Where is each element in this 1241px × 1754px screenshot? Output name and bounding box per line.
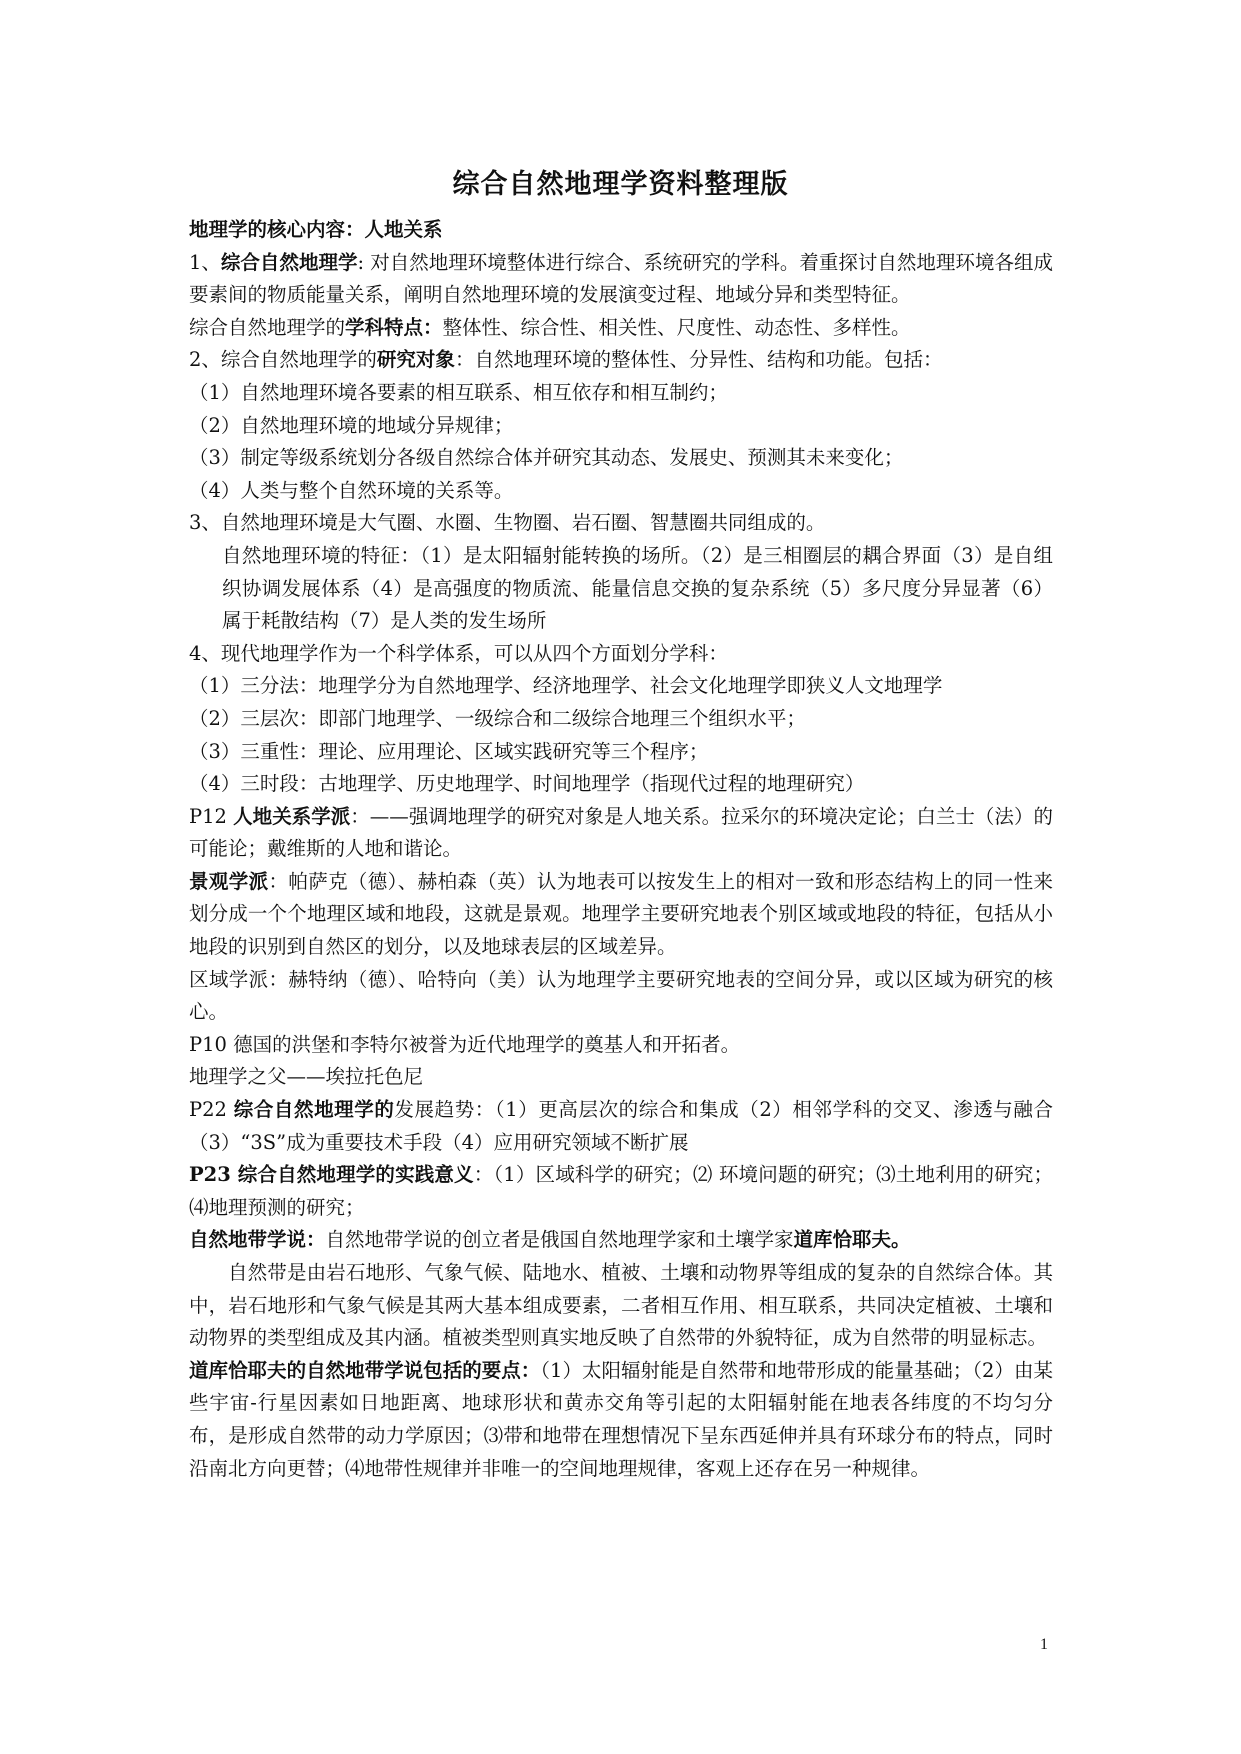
text: 发展趋势：（1）更高层次的综合和集成（2）相邻学科的交叉、渗透与融合（3）“3S”成为重要技术手段（4）应用研究领域不断扩展: [189, 1098, 1053, 1154]
text: 自然地带学说的创立者是俄国自然地理学家和土壤学家: [325, 1228, 794, 1252]
bold-text: 学科特点：: [345, 315, 443, 339]
list-item: （4）三时段：古地理学、历史地理学、时间地理学（指现代过程的地理研究）: [189, 772, 865, 796]
core-content-heading: [189, 214, 1053, 247]
bold-text: 人地关系学派: [233, 804, 351, 828]
document-body: [189, 214, 1053, 1485]
paragraph-landscape-school: [189, 866, 1053, 964]
paragraph-human-land-school: [189, 801, 1053, 866]
text: 整体性、综合性、相关性、尺度性、动态性、多样性。: [442, 315, 911, 339]
paragraph-father-of-geography: 地理学之父——埃拉托色尼: [189, 1065, 424, 1089]
list-item: （1）三分法：地理学分为自然地理学、经济地理学、社会文化地理学即狭义人文地理学: [189, 674, 943, 698]
list-item: （1）自然地理环境各要素的相互联系、相互依存和相互制约；: [189, 380, 728, 404]
paragraph-natural-zone: 自然带是由岩石地形、气象气候、陆地水、植被、土壤和动物界等组成的复杂的自然综合体。其中，岩石地形和气象气候是其两大基本组成要素，二者相互作用、相互联系，共同决定植被、土壤和动物界的类型组成及其内涵。植被类型则真实地反映了自然带的外貌特征，成为自然带的明显标志。: [189, 1261, 1053, 1350]
text: P12: [189, 804, 234, 828]
bold-text: 综合自然地理学的: [233, 1098, 395, 1122]
list-item: （2）三层次：即部门地理学、一级综合和二级综合地理三个组织水平；: [189, 706, 806, 730]
list-item: （3）三重性：理论、应用理论、区域实践研究等三个程序；: [189, 739, 709, 763]
bold-text: 景观学派: [189, 869, 269, 893]
paragraph-environment-features: 自然地理环境的特征：（1）是太阳辐射能转换的场所。（2）是三相圈层的耦合界面（3）是自组织协调发展体系（4）是高强度的物质流、能量信息交换的复杂系统（5）多尺度分异显著（6）属于耗散结构（7）是人类的发生场所: [222, 543, 1053, 633]
bold-text: 道库恰耶夫。: [793, 1228, 911, 1252]
paragraph-research-object: [189, 344, 1053, 377]
text: 1、: [189, 250, 221, 274]
text: 综合自然地理学的: [189, 315, 346, 339]
bold-text: 道库恰耶夫的自然地带学说包括的要点：: [189, 1358, 541, 1382]
list-item: （2）自然地理环境的地域分异规律；: [189, 413, 514, 437]
bold-text: 综合自然地理学: [220, 250, 358, 274]
text: P22: [189, 1098, 234, 1122]
document-title: 综合自然地理学资料整理版: [452, 169, 789, 200]
paragraph-zonality-theory: [189, 1224, 1053, 1257]
bold-text: 自然地带学说：: [189, 1228, 326, 1252]
bold-text: 研究对象: [376, 348, 455, 372]
paragraph-regional-school: 区域学派：赫特纳（德）、哈特向（美）认为地理学主要研究地表的空间分异，或以区域为研究的核心。: [189, 967, 1053, 1024]
page-number: 1: [1040, 1636, 1048, 1653]
text: ：（1）区域科学的研究；⑵ 环境问题的研究；⑶土地利用的研究；⑷地理预测的研究；: [189, 1163, 1053, 1219]
paragraph-practical-significance: [189, 1159, 1053, 1224]
paragraph-discipline-division: 4、现代地理学作为一个科学体系，可以从四个方面划分学科：: [189, 641, 728, 665]
paragraph-dokuchaev-points: [189, 1355, 1053, 1485]
bold-text: P23 综合自然地理学的实践意义: [189, 1163, 474, 1187]
paragraph-definition: [189, 247, 1053, 312]
paragraph-spheres: 3、自然地理环境是大气圈、水圈、生物圈、岩石圈、智慧圈共同组成的。: [189, 511, 826, 535]
paragraph-development-trend: [189, 1094, 1053, 1159]
list-item: （4）人类与整个自然环境的关系等。: [189, 478, 514, 502]
bold-text: 地理学的核心内容：人地关系: [189, 218, 443, 241]
paragraph-features: [189, 312, 1053, 345]
text: ：自然地理环境的整体性、分异性、结构和功能。包括：: [454, 348, 943, 372]
list-item: （3）制定等级系统划分各级自然综合体并研究其动态、发展史、预测其未来变化；: [189, 446, 904, 470]
text: （1）太阳辐射能是自然带和地带形成的能量基础；（2）由某些宇宙-行星因素如日地距离、地球形状和黄赤交角等引起的太阳辐射能在地表各纬度的不均匀分布，是形成自然带的动力学原因；⑶带和地带在理想情况下呈东西延伸并具有环球分布的特点，同时沿南北方向更替；⑷地带性规律并非唯一的空间地理规律，客观上还存在另一种规律。: [189, 1358, 1053, 1480]
text: ：——强调地理学的研究对象是人地关系。拉采尔的环境决定论；白兰士（法）的可能论；戴维斯的人地和谐论。: [189, 804, 1053, 861]
paragraph-humboldt-ritter: P10 德国的洪堡和李特尔被誉为近代地理学的奠基人和开拓者。: [189, 1032, 741, 1056]
text: : 对自然地理环境整体进行综合、系统研究的学科。着重探讨自然地理环境各组成要素间的物质能量关系，阐明自然地理环境的发展演变过程、地域分异和类型特征。: [189, 250, 1053, 307]
text: 2、综合自然地理学的: [189, 348, 377, 372]
text: ：帕萨克（德）、赫柏森（英）认为地表可以按发生上的相对一致和形态结构上的同一性来划分成一个个地理区域和地段，这就是景观。地理学主要研究地表个别区域或地段的特征，包括从小地段的识别到自然区的划分，以及地球表层的区域差异。: [189, 869, 1053, 959]
